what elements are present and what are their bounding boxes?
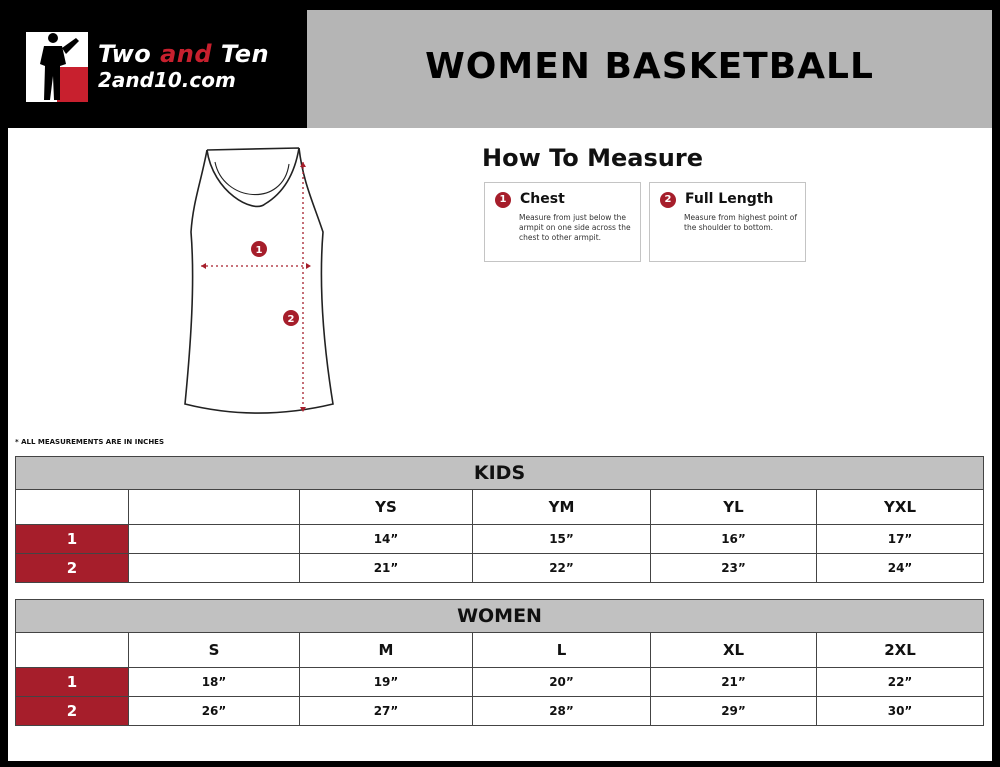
table-cell: 18” bbox=[129, 668, 300, 697]
empty-cell bbox=[129, 490, 300, 525]
table-cell: 21” bbox=[300, 554, 473, 583]
kids-table-title: KIDS bbox=[16, 457, 984, 490]
empty-cell bbox=[129, 525, 300, 554]
table-cell: 23” bbox=[651, 554, 817, 583]
row-label: 2 bbox=[16, 697, 129, 726]
logo bbox=[8, 10, 307, 128]
empty-cell bbox=[16, 633, 129, 668]
table-cell: 24” bbox=[817, 554, 984, 583]
table-cell: 26” bbox=[129, 697, 300, 726]
table-cell: 15” bbox=[473, 525, 651, 554]
length-marker: 2 bbox=[287, 314, 295, 325]
size-header: YXL bbox=[817, 490, 984, 525]
table-cell: 22” bbox=[817, 668, 984, 697]
length-description: Measure from highest point of the shoulder to bottom. bbox=[684, 213, 798, 232]
table-row bbox=[16, 697, 984, 726]
table-cell: 28” bbox=[473, 697, 651, 726]
size-header: 2XL bbox=[817, 633, 984, 668]
player-logo-icon bbox=[26, 32, 88, 102]
measurement-note: * ALL MEASUREMENTS ARE IN INCHES bbox=[15, 438, 165, 446]
header-band bbox=[307, 10, 992, 128]
size-header: S bbox=[129, 633, 300, 668]
size-header: YM bbox=[473, 490, 651, 525]
size-header: XL bbox=[651, 633, 817, 668]
table-cell: 20” bbox=[473, 668, 651, 697]
table-cell: 30” bbox=[817, 697, 984, 726]
chest-number-badge: 1 bbox=[495, 192, 511, 208]
logo-line-two: 2and10.com bbox=[98, 68, 236, 92]
table-cell: 16” bbox=[651, 525, 817, 554]
chest-label: Chest bbox=[520, 191, 565, 207]
table-row bbox=[16, 554, 984, 583]
table-cell: 17” bbox=[817, 525, 984, 554]
tank-top-diagram-icon bbox=[173, 142, 343, 424]
empty-cell bbox=[16, 490, 129, 525]
kids-size-table bbox=[15, 456, 984, 583]
size-header: YL bbox=[651, 490, 817, 525]
row-label: 2 bbox=[16, 554, 129, 583]
size-chart-sheet bbox=[8, 10, 992, 761]
empty-cell bbox=[129, 554, 300, 583]
length-measure-card bbox=[649, 182, 806, 262]
length-number-badge: 2 bbox=[660, 192, 676, 208]
table-cell: 29” bbox=[651, 697, 817, 726]
row-label: 1 bbox=[16, 525, 129, 554]
size-header: L bbox=[473, 633, 651, 668]
page-title: WOMEN BASKETBALL bbox=[425, 46, 874, 87]
women-table-title: WOMEN bbox=[16, 600, 984, 633]
how-to-measure-title: How To Measure bbox=[482, 144, 703, 172]
chest-marker: 1 bbox=[255, 245, 263, 256]
table-row bbox=[16, 668, 984, 697]
size-header: M bbox=[300, 633, 473, 668]
table-cell: 19” bbox=[300, 668, 473, 697]
table-cell: 14” bbox=[300, 525, 473, 554]
table-cell: 22” bbox=[473, 554, 651, 583]
chest-measure-card bbox=[484, 182, 641, 262]
table-cell: 27” bbox=[300, 697, 473, 726]
size-header: YS bbox=[300, 490, 473, 525]
women-size-table bbox=[15, 599, 984, 726]
length-label: Full Length bbox=[685, 191, 774, 207]
table-row bbox=[16, 525, 984, 554]
chest-description: Measure from just below the armpit on one side across the chest to other armpit. bbox=[519, 213, 631, 242]
row-label: 1 bbox=[16, 668, 129, 697]
logo-line-one: Two and Ten bbox=[98, 40, 270, 68]
table-cell: 21” bbox=[651, 668, 817, 697]
